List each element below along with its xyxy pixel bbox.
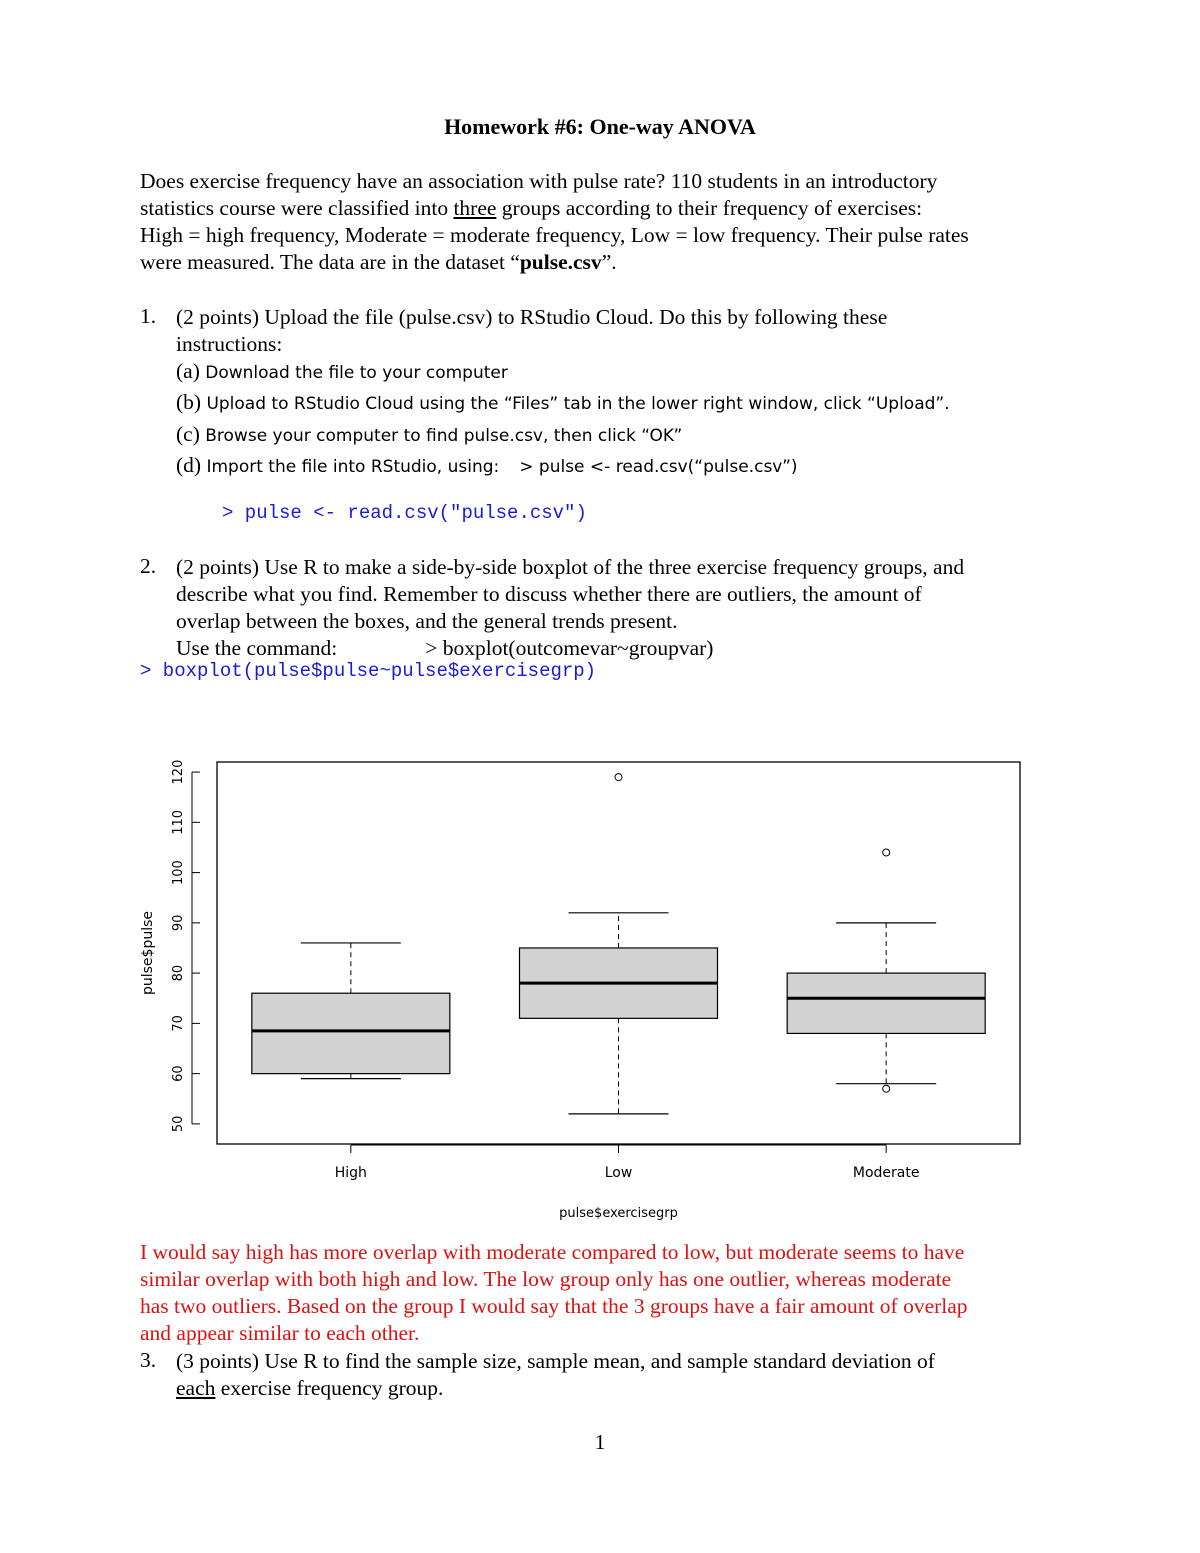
y-tick-label: 60	[171, 1065, 186, 1082]
x-tick-label: High	[334, 1165, 367, 1181]
question-number: 2.	[140, 554, 157, 578]
page-title: Homework #6: One-way ANOVA	[444, 114, 756, 139]
instruction-c: (c) Browse your computer to find pulse.csv, then click “OK”	[176, 422, 683, 446]
question-text: (2 points) Upload the file (pulse.csv) to RStudio Cloud. Do this by following these instructions:	[176, 305, 888, 356]
y-tick-label: 90	[171, 914, 186, 932]
y-axis-label: pulse$pulse	[140, 910, 156, 996]
answer-code-1: > pulse <- read.csv("pulse.csv")	[222, 502, 587, 524]
intro-line: Does exercise frequency have an association with pulse rate? 110 students in an introductory	[140, 169, 938, 193]
x-axis-label: pulse$exercisegrp	[559, 1206, 678, 1221]
y-tick-label: 100	[171, 860, 186, 885]
y-tick-label: 110	[171, 809, 186, 835]
boxplot-chart	[130, 740, 1040, 1230]
outlier-point	[615, 774, 622, 781]
instruction-b: (b) Upload to RStudio Cloud using the “Files” tab in the lower right window, click “Upload”.	[176, 390, 950, 414]
y-tick-label: 50	[171, 1115, 186, 1133]
answer-code-2: > boxplot(pulse$pulse~pulse$exercisegrp)	[140, 660, 597, 682]
intro-paragraph	[140, 168, 1070, 276]
page-number: 1	[594, 1430, 606, 1454]
outlier-point	[883, 1085, 890, 1092]
intro-line: statistics course were classified into three groups according to their frequency of exercises:	[140, 196, 923, 220]
instruction-d: (d) Import the file into RStudio, using: > pulse <- read.csv(“pulse.csv”)	[176, 453, 798, 477]
y-tick-label: 80	[171, 964, 186, 982]
box-moderate	[787, 973, 985, 1033]
question-text: (3 points) Use R to find the sample size, sample mean, and sample standard deviation of each exercise frequency group.	[176, 1349, 935, 1400]
question-number: 3.	[140, 1348, 157, 1372]
box-high	[252, 993, 450, 1073]
outlier-point	[883, 849, 890, 856]
y-tick-label: 70	[171, 1015, 186, 1032]
question-text: (2 points) Use R to make a side-by-side boxplot of the three exercise frequency groups, and describe what you find. Remember to discuss whether there are outliers, the amount of overlap between the boxes, and the general trends present. Use the command: > boxplot(outcomevar~groupvar)	[176, 555, 965, 660]
x-tick-label: Moderate	[852, 1165, 920, 1181]
instruction-a: (a) Download the file to your computer	[176, 359, 508, 383]
question-number: 1.	[140, 304, 157, 328]
intro-line: High = high frequency, Moderate = moderate frequency, Low = low frequency. Their pulse rates	[140, 223, 969, 247]
intro-line: were measured. The data are in the dataset “pulse.csv”.	[140, 250, 617, 274]
y-tick-label: 120	[171, 759, 186, 785]
answer-paragraph: I would say high has more overlap with moderate compared to low, but moderate seems to have similar overlap with both high and low. The low group only has one outlier, whereas moderate has two outliers. Based on the group I would say that the 3 groups have a fair amount of overlap and appear similar to each other.	[140, 1240, 968, 1345]
x-tick-label: Low	[604, 1165, 633, 1181]
